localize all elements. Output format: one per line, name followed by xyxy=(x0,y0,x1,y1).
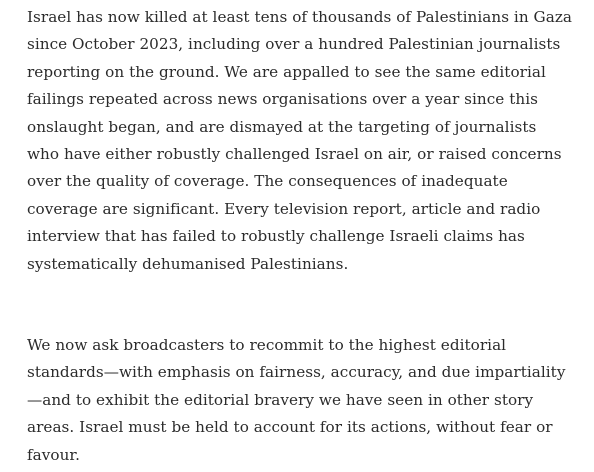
paragraph-2: We now ask broadcasters to recommit to the highest editorial standards—with emphasis on fairness, accuracy, and due impartiality—and to exhibit the editorial bravery we have seen in other story areas. Israel must be held to account for its actions, without fear or favour. xyxy=(27,336,566,464)
article-body xyxy=(27,4,572,469)
paragraph-1: Israel has now killed at least tens of thousands of Palestinians in Gaza since October 2023, including over a hundred Palestinian journalists reporting on the ground. We are appalled to see the same editorial failings repeated across news organisations over a year since this onslaught began, and are dismayed at the targeting of journalists who have either robustly challenged Israel on air, or raised concerns over the quality of coverage. The consequences of inadequate coverage are significant. Every television report, article and radio interview that has failed to robustly challenge Israeli claims has systematically dehumanised Palestinians. xyxy=(27,8,572,273)
